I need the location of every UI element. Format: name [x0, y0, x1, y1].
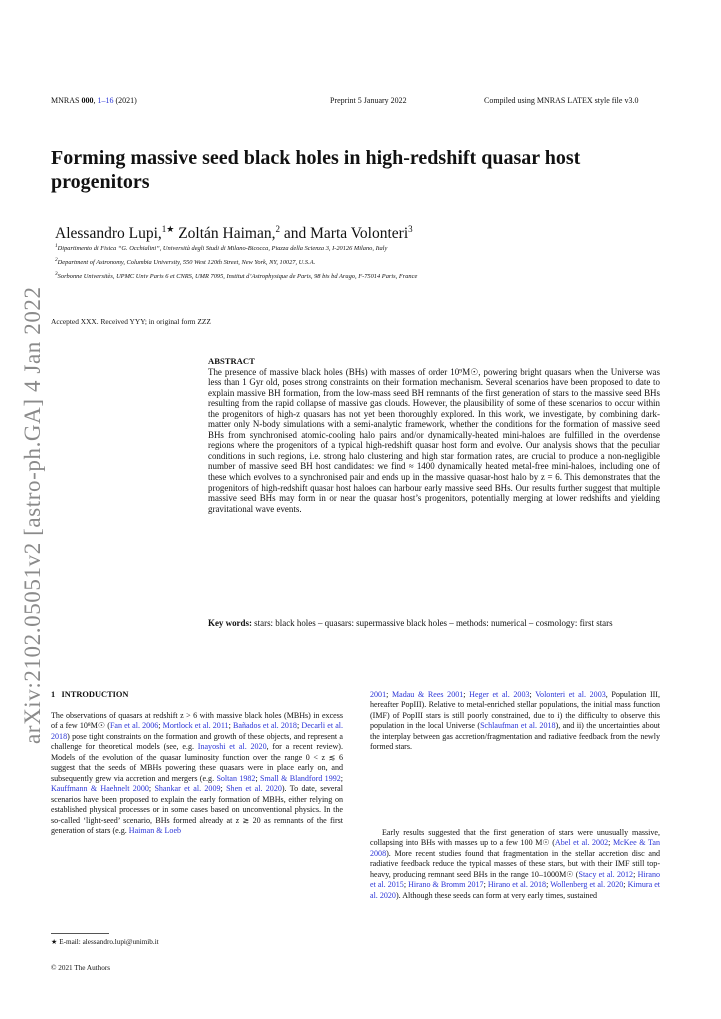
author-2-sup: 2: [275, 224, 280, 234]
citation-link[interactable]: Hirano et al. 2018: [487, 880, 547, 890]
style-note: Compiled using MNRAS LATEX style file v3.0: [484, 96, 639, 105]
intro-column-2-top: [370, 690, 660, 753]
footnote-email: ★ E-mail: alessandro.lupi@unimib.it: [51, 938, 159, 946]
arxiv-stamp: arXiv:2102.05051v2 [astro-ph.GA] 4 Jan 2022: [20, 286, 45, 744]
citation-link[interactable]: Madau & Rees 2001: [391, 690, 464, 699]
citation-link[interactable]: Volonteri et al. 2003: [535, 690, 606, 699]
abstract-text: The presence of massive black holes (BHs) with masses of order 10⁹M☉, powering bright quasars when the Universe was less than 1 Gyr old, poses strong constraints on their formation mechanism. Several scenarios have been proposed to date to explain massive BH formation, from the low-mass seed BH remnants of the first generation of stars to the massive seed BHs resulting from the rapid collapse of massive gas clouds. However, the plausibility of some of these scenarios to occur within the progenitors of high-z quasars has not yet been thoroughly explored. In this work, we investigate, by combining dark-matter only N-body simulations with a semi-analytic framework, whether the conditions for the formation of massive seed BHs from synchronised atomic-cooling halo pairs and/or dynamically-heated mini-haloes are fulfilled in the overdense regions where the progenitors of a typical high-redshift quasar host form and evolve. Our analysis shows that the peculiar conditions in such regions, i.e. strong halo clustering and high star formation rates, are crucial to produce a non-negligible number of massive seed BH host candidates: we find ≈ 1400 dynamically heated metal-free mini-haloes, including one of these which evolves to a synchronised pair and ends up in the massive quasar-host halo by z = 6. This demonstrates that the progenitors of high-redshift quasar host haloes can harbour early massive seed BHs. Our results further suggest that multiple massive seed BHs may form in or near the quasar host’s progenitors, potentially merging at lower redshifts and yielding gravitational wave events.: [208, 366, 660, 514]
citation-link[interactable]: Mortlock et al. 2011: [162, 721, 229, 731]
citation-link[interactable]: Hirano et al. 2015: [370, 869, 660, 890]
citation-link[interactable]: Inayoshi et al. 2020: [197, 742, 267, 752]
intro-column-2-bottom: [370, 828, 660, 901]
abstract-heading: ABSTRACT: [208, 356, 255, 366]
citation-link[interactable]: Soltan 1982: [216, 773, 256, 783]
pages-link[interactable]: 1–16: [97, 96, 114, 105]
citation-link[interactable]: Stacy et al. 2012: [578, 869, 634, 879]
citation-link[interactable]: Fan et al. 2006: [109, 721, 159, 731]
accepted-line: Accepted XXX. Received YYY; in original form ZZZ: [51, 317, 211, 326]
paper-title: Forming massive seed black holes in high-redshift quasar host progenitors: [51, 147, 581, 193]
author-3: and Marta Volonteri: [280, 225, 409, 243]
citation-link[interactable]: Small & Blandford 1992: [260, 773, 341, 783]
citation-link[interactable]: Kauffmann & Haehnelt 2000: [51, 784, 149, 794]
citation-link[interactable]: Hirano & Bromm 2017: [408, 880, 484, 890]
affiliations: [55, 241, 417, 283]
author-2: Zoltán Haiman,: [174, 225, 276, 243]
citation-link[interactable]: Shen et al. 2020: [226, 784, 282, 794]
citation-link[interactable]: Decarli et al. 2018: [51, 721, 344, 741]
copyright: © 2021 The Authors: [51, 964, 111, 972]
preprint-date: Preprint 5 January 2022: [330, 96, 407, 105]
citation-link[interactable]: Bañados et al. 2018: [233, 721, 297, 731]
author-1: Alessandro Lupi,: [55, 225, 162, 243]
citation-link[interactable]: Wollenberg et al. 2020: [550, 880, 624, 890]
keywords-text: stars: black holes – quasars: supermassive black holes – methods: numerical – cosmology: first stars: [251, 618, 613, 628]
citation-link[interactable]: Schlaufman et al. 2018: [480, 721, 556, 731]
author-3-sup: 3: [408, 224, 413, 234]
keywords: [208, 618, 660, 629]
affiliation-3: $^3$Sorbonne Universitès, UPMC Univ Paris 6 et CNRS, UMR 7095, Institut d’Astrophysique de Paris, 98 bis bd Arago, F-75014 Paris, France: [55, 270, 418, 280]
intro-paragraph-1: The observations of quasars at redshift z > 6 with massive black holes (MBHs) in excess of a few 10⁸M☉ (Fan et al. 2006; Mortlock et al. 2011; Bañados et al. 2018; Decarli et al. 2018) pose tight constraints on the formation and growth of these objects, and represent a challenge for theoretical models (see, e.g. Inayoshi et al. 2020, for a recent review). Models of the evolution of the quasar luminosity function over the range 0 < z ≲ 6 suggest that the seeds of MBHs powering these quasars were in place early on, and subsequently grew via accretion and mergers (e.g. Soltan 1982; Small & Blandford 1992; Kauffmann & Haehnelt 2000; Shankar et al. 2009; Shen et al. 2020). To date, several scenarios have been proposed to explain the early formation of MBHs, either relying on established physical processes or in some cases based on unconventional physics. In the so-called ‘light-seed’ scenario, BHs formed already at z ≳ 20 as remnants of the first generation of stars (e.g. Haiman & Loeb: [51, 711, 344, 835]
citation-link[interactable]: 2001: [370, 690, 387, 699]
citation-link[interactable]: Shankar et al. 2009: [154, 784, 221, 794]
author-1-sup: 1★: [161, 224, 175, 234]
footnote-rule: [51, 933, 109, 934]
affiliation-1: $^1$Dipartimento di Fisica “G. Occhialini”, Università degli Studi di Milano-Bicocca, Piazza della Scienza 3, I-20126 Milano, Italy: [55, 243, 388, 253]
keywords-label: Key words:: [208, 618, 252, 628]
intro-paragraph-1-cont: 2001; Madau & Rees 2001; Heger et al. 2003; Volonteri et al. 2003, Population III, hereafter PopIII). Relative to metal-enriched stellar populations, the initial mass function (IMF) of PopIII stars is still poorly constrained, due to i) the difficulty to observe this population in the local Universe (Schlaufman et al. 2018), and ii) the uncertainties about the interplay between gas accretion/fragmentation and radiative feedback from the newly formed stars.: [370, 690, 660, 752]
section-heading: 1 INTRODUCTION: [51, 690, 129, 699]
intro-paragraph-2: Early results suggested that the first generation of stars were unusually massive, collapsing into BHs with masses up to a few 100 M☉ (Abel et al. 2002; McKee & Tan 2008). More recent studies found that fragmentation in the stellar accretion disc and radiative feedback reduce the typical masses of these stars, but with their IMF still top-heavy, producing remnant seed BHs in the range 10–1000M☉ (Stacy et al. 2012; Hirano et al. 2015; Hirano & Bromm 2017; Hirano et al. 2018; Wollenberg et al. 2020; Kimura et al. 2020). Although these seeds can form at very early times, sustained: [370, 828, 661, 900]
citation-link[interactable]: Heger et al. 2003: [469, 690, 530, 699]
journal-citation: MNRAS 000, 1–16 (2021): [51, 96, 137, 105]
citation-link[interactable]: McKee & Tan 2008: [370, 838, 660, 858]
abstract: [208, 356, 660, 514]
citation-link[interactable]: Abel et al. 2002: [554, 838, 609, 848]
intro-column-1: [51, 711, 343, 836]
affiliation-2: $^2$Department of Astronomy, Columbia University, 550 West 120th Street, New York, NY, 10027, U.S.A.: [55, 256, 316, 267]
citation-link[interactable]: Haiman & Loeb: [128, 825, 182, 835]
citation-link[interactable]: Kimura et al. 2020: [370, 880, 661, 900]
